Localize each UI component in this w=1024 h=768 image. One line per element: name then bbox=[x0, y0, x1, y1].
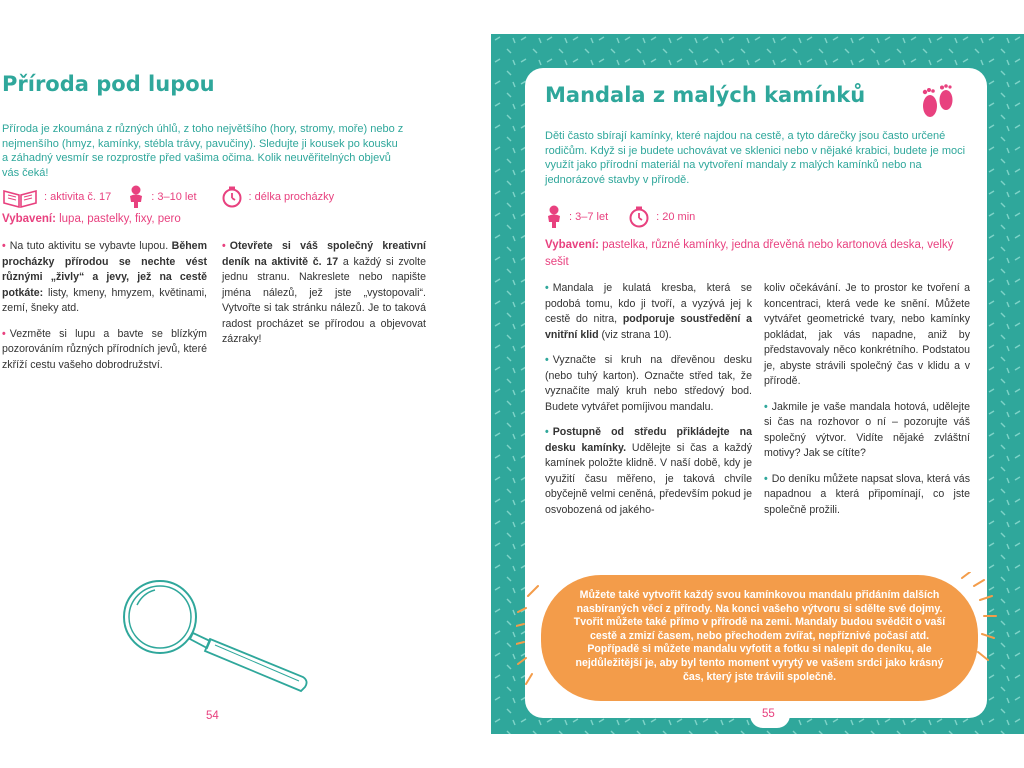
footprints-icon bbox=[916, 84, 958, 120]
child-icon bbox=[127, 185, 145, 209]
right-activity-meta bbox=[545, 205, 695, 229]
list-item: • Do deníku můžete napsat slova, která vás napadnou a která připomínají, co jste společně prožili. bbox=[764, 472, 970, 516]
age-range: : 3–7 let bbox=[569, 211, 609, 223]
list-item: • Postupně od středu přikládejte na desku kamínky. Udělejte si čas a každý kamínek položte klidně. V naší době, kdy je využití času měřeno, je taková chvíle obyčejně velmi ceněná, především pokud je osvobozená od jakého- bbox=[545, 426, 752, 516]
left-equipment bbox=[2, 213, 181, 225]
right-intro-text: Děti často sbírají kamínky, které najdou na cestě, a tyto dárečky jsou často určené rodičům. Když si je budete uchovávat ve sklenici nebo v nějaké krabici, budete je moci využít jako přírodní materiál na vytvoření mandaly z malých kamínků nebo na jednorázové stavby v přírodě. bbox=[545, 130, 966, 186]
right-page-title: Mandala z malých kamínků bbox=[545, 83, 866, 107]
magnifying-glass-icon bbox=[115, 575, 315, 695]
left-activity-meta bbox=[2, 185, 422, 209]
right-equipment bbox=[545, 237, 965, 271]
equipment-label: Vybavení: bbox=[545, 239, 599, 251]
equipment-value: lupa, pastelky, fixy, pero bbox=[59, 213, 181, 225]
list-item: • Na tuto aktivitu se vybavte lupou. Během procházky přírodou se nechte vést různými „živly“ a jevy, jež na cestě potkáte: listy, kmeny, hmyzem, květinami, zemí, šneky atd. bbox=[2, 240, 207, 314]
child-icon bbox=[545, 205, 563, 229]
left-page-number: 54 bbox=[206, 710, 219, 722]
equipment-value: pastelka, různé kamínky, jedna dřevěná nebo kartonová deska, velký sešit bbox=[545, 239, 954, 268]
list-item: • Jakmile je vaše mandala hotová, udělejte si čas na rozhovor o ní – pozorujte váš společný výtvor. Vidíte nějaké zvláštní motivy? Jak se cítíte? bbox=[764, 400, 970, 459]
list-item: • Mandala je kulatá kresba, která se podobá tomu, kdo ji tvoří, a vyzývá jej k cestě do nitra, podporuje soustředění a vnitřní klid (viz strana 10). bbox=[545, 282, 752, 341]
left-page-title: Příroda pod lupou bbox=[2, 72, 215, 96]
age-range: : 3–10 let bbox=[151, 191, 197, 203]
right-column-2 bbox=[764, 281, 970, 528]
book-icon bbox=[2, 186, 38, 208]
equipment-label: Vybavení: bbox=[2, 213, 56, 225]
list-item: • Vezměte si lupu a bavte se blízkým pozorováním různých přírodních jevů, které zkříží cestu vašeho dobrodružství. bbox=[2, 327, 207, 371]
list-item: koliv očekávání. Je to prostor ke tvoření a koncentraci, která vede ke snění. Můžete vytvářet geometrické tvary, nebo kamínky pokládat, jak vás napadne, aniž by představovaly něco konkrétního. Podstatou je, abyste strávili společný čas v klidu a v přírodě. bbox=[764, 282, 970, 387]
tip-bubble: Můžete také vytvořit každý svou kamínkovou mandalu přidáním dalších nasbíraných věcí z přírody. Na konci vašeho výtvoru si sdělte své dojmy. Tvořit můžete také přímo v přírodě na zemi. Mandaly budou svědčit o vaší cestě a zmizí časem, nebo přechodem zvířat, nepříznivé počasí atd. Popřípadě si můžete mandalu vyfotit a fotku si nalepit do deníku, ale nejdůležitější je, aby byl tento moment vyrytý ve vašem srdci jako krásný čas, který jste trávili společně. bbox=[541, 575, 978, 701]
right-column-1 bbox=[545, 281, 752, 528]
left-column-1 bbox=[2, 239, 207, 383]
left-column-2 bbox=[222, 239, 426, 358]
stopwatch-icon bbox=[221, 186, 243, 208]
stopwatch-icon bbox=[628, 206, 650, 228]
list-item: • Vyznačte si kruh na dřevěnou desku (nebo tuhý karton). Označte střed tak, že vyznačíte malý kruh nebo středový bod. Budete vytvářet pomíjivou mandalu. bbox=[545, 354, 752, 413]
activity-number: : aktivita č. 17 bbox=[44, 191, 112, 203]
left-intro-text: Příroda je zkoumána z různých úhlů, z toho největšího (hory, stromy, moře) nebo z nejmenšího (hmyz, kamínky, stébla trávy, pavučiny). Sledujte ji kousek po kousku a záhadný vesmír se rozprostře před vašima očima. Kolik neuvěřitelných objevů vás čeká! bbox=[2, 123, 404, 179]
list-item: • Otevřete si váš společný kreativní deník na aktivitě č. 17 a každý si zvolte jednu stranu. Nakreslete nebo napište jména nálezů, jež jste „vystopovali“. Vytvořte si tak stránku nálezů. Je to taková radost procházet se přírodou a objevovat zázraky! bbox=[222, 240, 426, 345]
right-page-number: 55 bbox=[762, 708, 775, 720]
activity-duration: : 20 min bbox=[656, 211, 696, 223]
walk-duration: : délka procházky bbox=[248, 191, 335, 203]
